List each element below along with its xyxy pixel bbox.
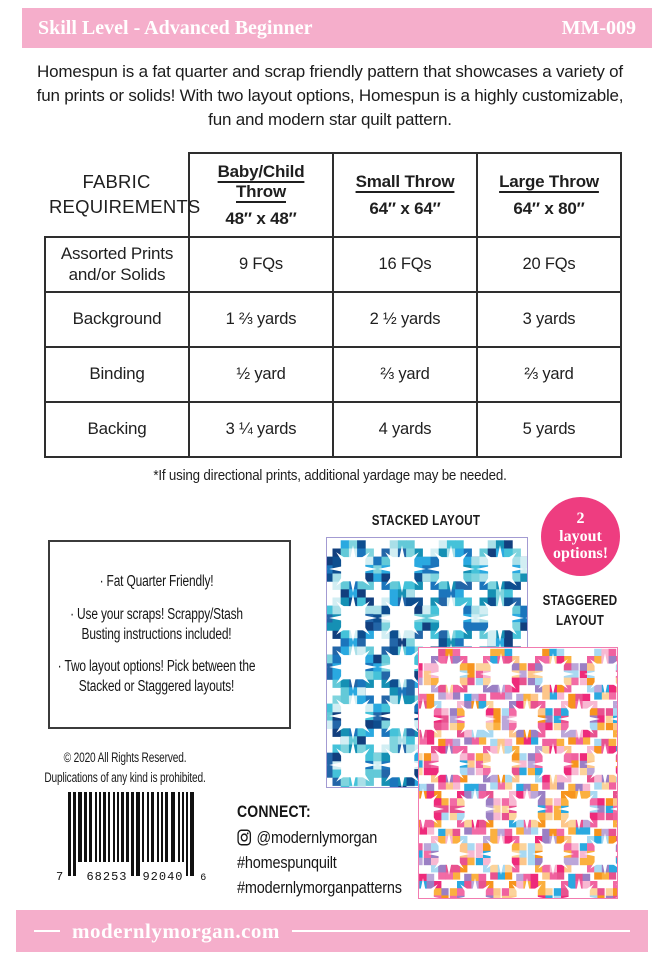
column-size: 64″ x 80″ [513,198,585,218]
intro-text: Homespun is a fat quarter and scrap friendly pattern that showcases a variety of fun prints or solids! With two layout options, Homespun is a highly customizable, fun and modern star quilt pattern. [36,62,624,130]
copyright-line: Duplications of any kind is prohibited. [44,770,206,786]
copyright-notice [35,748,215,789]
table-cell: 20 FQs [477,237,621,292]
footer-rule-left [34,930,60,933]
table-header-row [45,153,621,237]
table-cell: 1 ⅔ yards [189,292,333,347]
barcode [56,792,206,884]
badge-line: layout [559,527,602,545]
badge-line: options! [552,545,609,563]
table-row [45,237,621,292]
feature-item: · Use your scraps! Scrappy/Stash Busting instructions included! [54,605,258,645]
row-label: Backing [45,402,189,457]
barcode-bars [56,792,206,880]
table-cell: 3 yards [477,292,621,347]
table-cell: 9 FQs [189,237,333,292]
row-label: Assorted Prints and/or Solids [45,237,189,292]
column-header-baby-child-throw [189,153,333,237]
table-cell: ⅔ yard [333,347,477,402]
table-row [45,347,621,402]
column-header-large-throw [477,153,621,237]
pattern-number: MM-009 [561,16,636,39]
column-size: 48″ x 48″ [225,208,297,228]
staggered-quilt-image [418,647,618,899]
footer-bar [16,910,648,952]
connect-section [237,800,402,900]
barcode-digit: 6 [200,873,206,884]
fabric-requirements-table [44,152,622,458]
features-list [54,559,258,710]
table-cell: 3 ¼ yards [189,402,333,457]
instagram-line [237,825,402,850]
table-row [45,402,621,457]
website-url: modernlymorgan.com [72,918,280,943]
skill-level-label: Skill Level - Advanced Beginner [38,16,313,39]
column-name: Small Throw [355,171,455,191]
column-header-small-throw [333,153,477,237]
row-label: Binding [45,347,189,402]
badge-line: 2 [576,509,585,527]
yardage-footnote: *If using directional prints, additional yardage may be needed. [153,468,507,484]
hashtag: #modernlymorganpatterns [237,878,402,897]
feature-item: · Two layout options! Pick between the Stacked or Staggered layouts! [54,657,258,697]
barcode-digits [56,869,206,884]
row-label: Background [45,292,189,347]
table-cell: ½ yard [189,347,333,402]
barcode-digit-group: 92040 [142,870,184,884]
layout-options-badge [541,497,620,576]
features-box [48,540,291,729]
header-bar [22,8,652,48]
hashtag: #homespunquilt [237,853,337,872]
table-title: FABRIC REQUIREMENTS [49,171,201,217]
stacked-layout-label: STACKED LAYOUT [371,513,481,529]
instagram-icon [237,829,251,846]
column-name: Large Throw [499,171,599,191]
column-name: Baby/Child Throw [217,161,305,201]
copyright-line: © 2020 All Rights Reserved. [63,750,187,765]
table-cell: 16 FQs [333,237,477,292]
table-cell: ⅔ yard [477,347,621,402]
barcode-digit: 7 [56,870,64,884]
instagram-handle: @modernlymorgan [256,828,378,847]
staggered-layout-label: STAGGERED LAYOUT [542,593,618,629]
table-cell: 4 yards [333,402,477,457]
footer-rule-right [292,930,630,933]
barcode-digit-group: 68253 [86,870,128,884]
table-cell: 2 ½ yards [333,292,477,347]
table-row [45,292,621,347]
connect-title: CONNECT: [237,803,311,821]
table-cell: 5 yards [477,402,621,457]
column-size: 64″ x 64″ [369,198,441,218]
feature-item: · Fat Quarter Friendly! [54,572,258,592]
